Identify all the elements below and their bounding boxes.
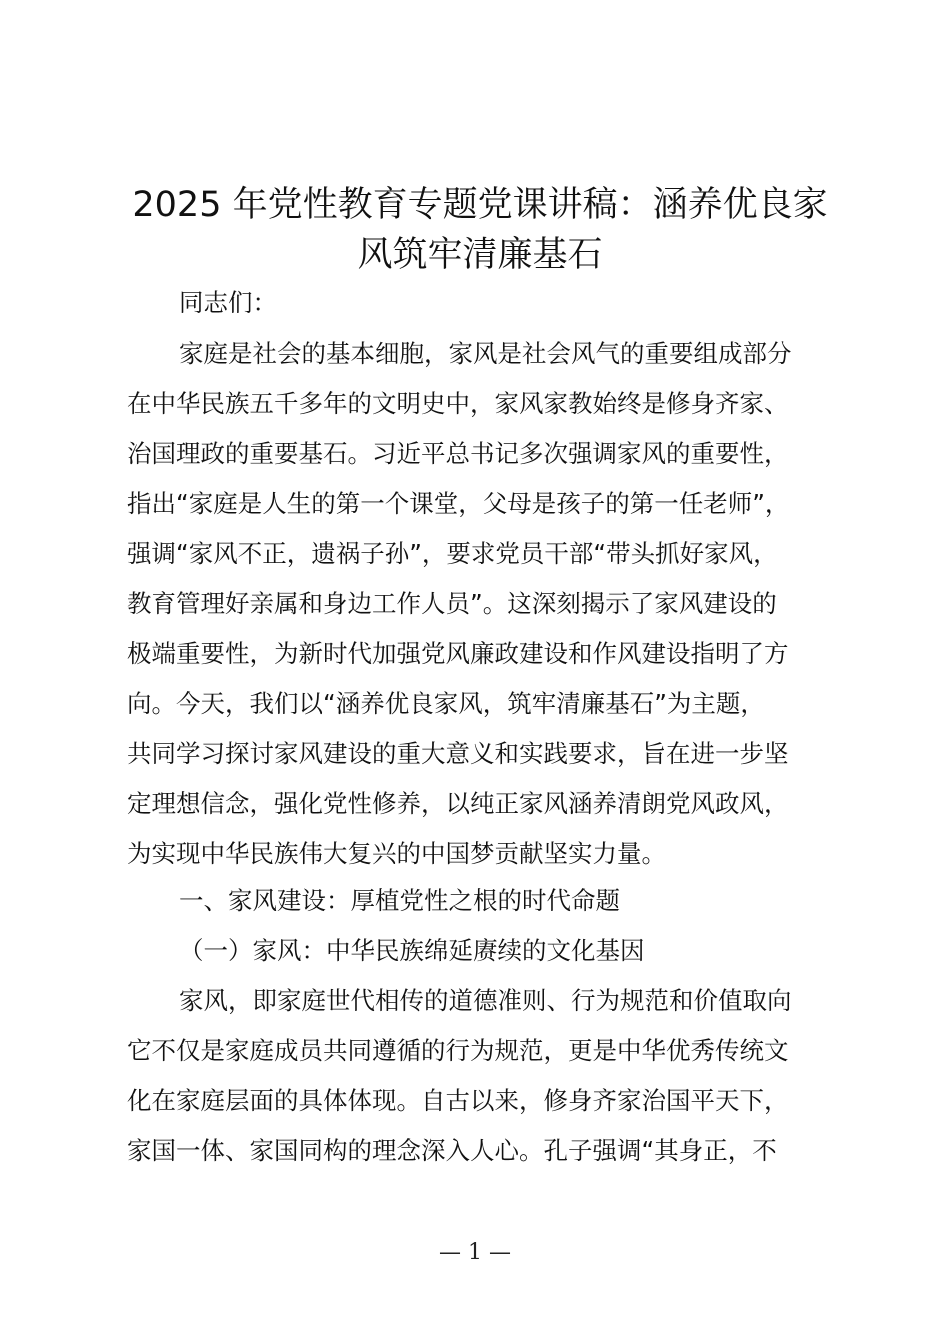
paragraph-line: 为实现中华民族伟大复兴的中国梦贡献坚实力量。 — [127, 839, 666, 868]
paragraph-line: 指出“家庭是人生的第一个课堂，父母是孩子的第一任老师”， — [127, 489, 790, 518]
paragraph-line: 在中华民族五千多年的文明史中，家风家教始终是修身齐家、 — [127, 389, 789, 418]
paragraph-line: 强调“家风不正，遗祸子孙”，要求党员干部“带头抓好家风， — [127, 539, 778, 568]
subsection-heading — [127, 926, 867, 976]
paragraph-line: 它不仅是家庭成员共同遵循的行为规范，更是中华优秀传统文 — [127, 1036, 789, 1065]
title-line: 风筑牢清廉基石 — [357, 235, 603, 275]
paragraph-line: 家国一体、家国同构的理念深入人心。孔子强调“其身正，不 — [127, 1136, 777, 1165]
greeting-text: 同志们： — [179, 288, 277, 317]
title-line: 2025 年党性教育专题党课讲稿：涵养优良家 — [132, 185, 828, 225]
paragraph-line: 定理想信念，强化党性修养，以纯正家风涵养清朗党风政风， — [127, 789, 789, 818]
page-number: — 1 — — [439, 1240, 511, 1265]
paragraph-line: 向。今天，我们以“涵养优良家风，筑牢清廉基石”为主题， — [127, 689, 765, 718]
paragraph-line: 家风，即家庭世代相传的道德准则、行为规范和价值取向 — [179, 986, 792, 1015]
section-heading — [127, 876, 867, 926]
paragraph-line: 教育管理好亲属和身边工作人员”。这深刻揭示了家风建设的 — [127, 589, 777, 618]
paragraph-intro — [127, 329, 867, 879]
document-title — [120, 180, 840, 280]
heading-text: 一、家风建设：厚植党性之根的时代命题 — [179, 886, 620, 915]
paragraph-line: 化在家庭层面的具体体现。自古以来，修身齐家治国平天下， — [127, 1086, 789, 1115]
paragraph-line: 共同学习探讨家风建设的重大意义和实践要求，旨在进一步坚 — [127, 739, 789, 768]
paragraph-family-style — [127, 976, 867, 1176]
paragraph-line: 治国理政的重要基石。习近平总书记多次强调家风的重要性， — [127, 439, 789, 468]
paragraph-line: 极端重要性，为新时代加强党风廉政建设和作风建设指明了方 — [127, 639, 789, 668]
greeting — [127, 278, 867, 328]
subheading-text: （一）家风：中华民族绵延赓续的文化基因 — [179, 936, 645, 965]
paragraph-line: 家庭是社会的基本细胞，家风是社会风气的重要组成部分 — [179, 339, 792, 368]
